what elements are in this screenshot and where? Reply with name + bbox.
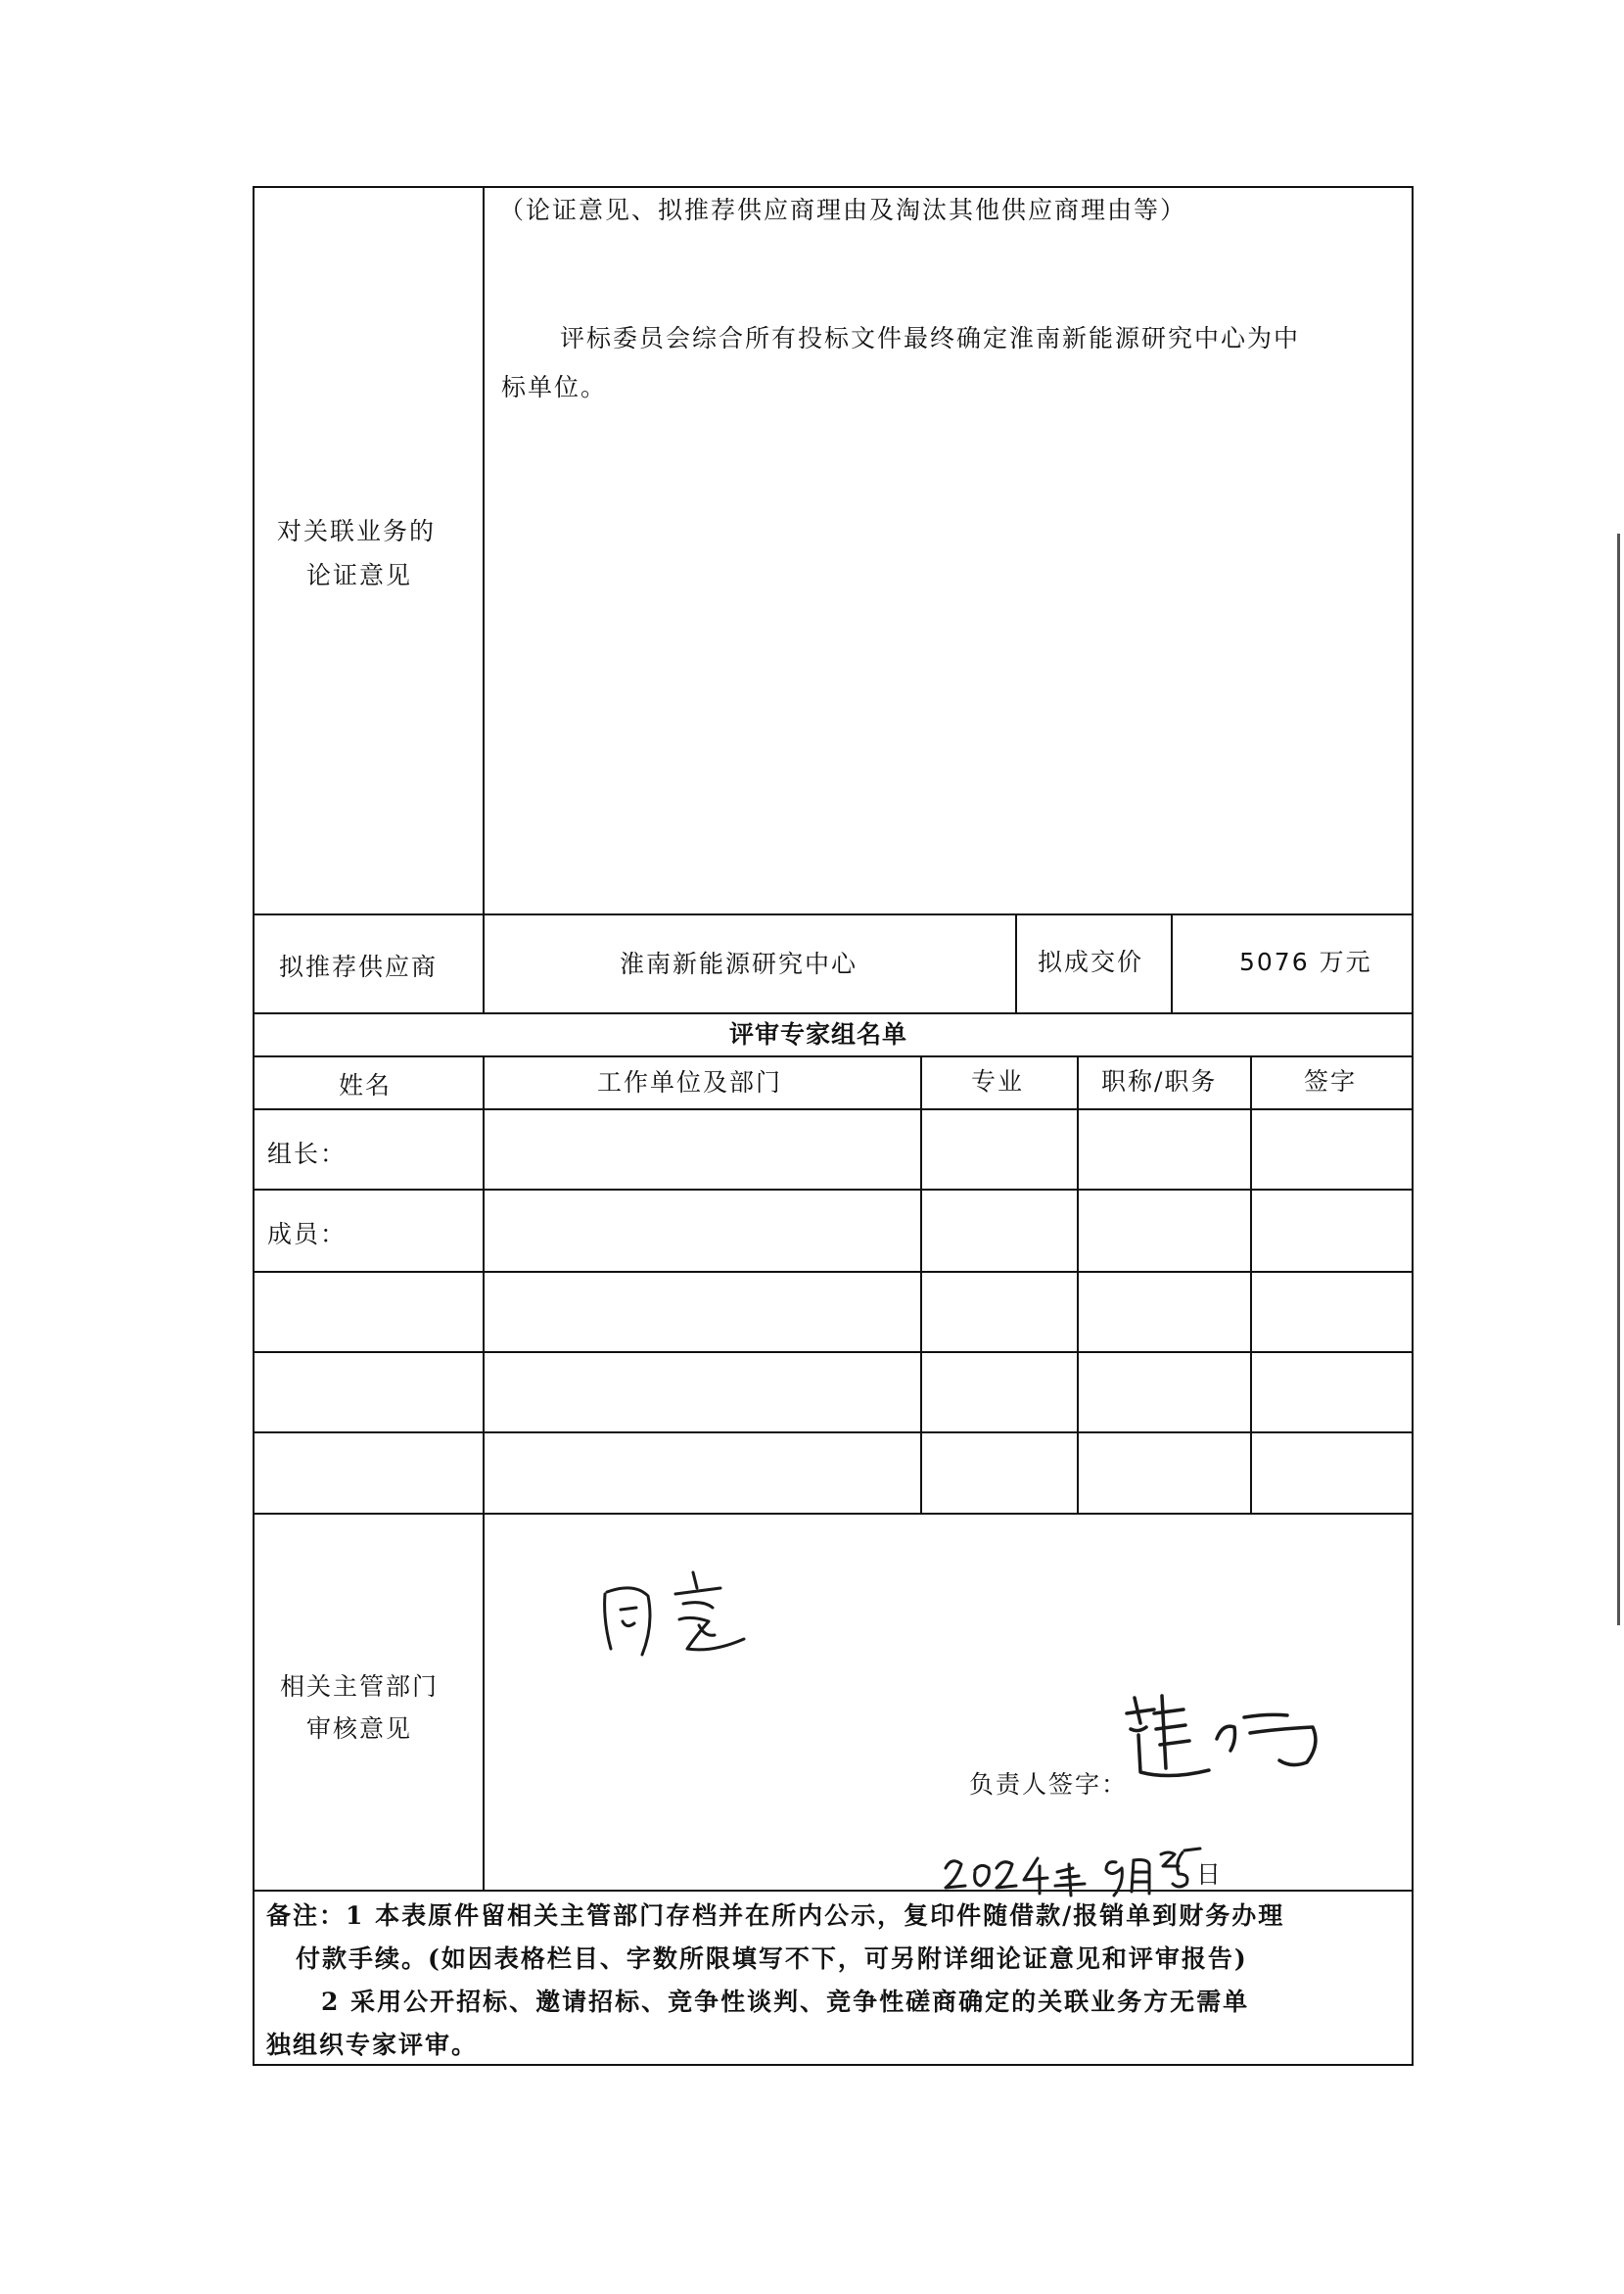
note-line4: 独组织专家评审。 <box>266 2031 479 2059</box>
row-divider <box>253 1108 1414 1110</box>
opinion-hint: （论证意见、拟推荐供应商理由及淘汰其他供应商理由等） <box>499 196 1187 224</box>
signer-label: 负责人签字： <box>969 1770 1129 1799</box>
row-divider <box>253 1513 1414 1515</box>
row-divider <box>253 1055 1414 1057</box>
row-divider <box>253 1351 1414 1353</box>
price-value: 5076 万元 <box>1239 948 1372 976</box>
expert-row-role: 成员： <box>267 1220 348 1248</box>
opinion-content-line2: 标单位。 <box>501 373 608 401</box>
note-line2: 付款手续。(如因表格栏目、字数所限填写不下，可另附详细论证意见和评审报告) <box>296 1944 1248 1973</box>
expert-panel-title: 评审专家组名单 <box>729 1020 908 1049</box>
row-divider <box>253 1189 1414 1191</box>
note-line3: 2 采用公开招标、邀请招标、竞争性谈判、竞争性磋商确定的关联业务方无需单 <box>321 1988 1250 2016</box>
handwritten-opinion-signature <box>597 1567 764 1660</box>
opinion-label-line1: 对关联业务的 <box>277 517 437 545</box>
row-divider <box>253 913 1414 915</box>
column-header-major: 专业 <box>971 1067 1025 1096</box>
column-header-unit: 工作单位及部门 <box>597 1068 783 1097</box>
price-label: 拟成交价 <box>1038 948 1144 976</box>
row-divider <box>253 1012 1414 1014</box>
recommend-label: 拟推荐供应商 <box>279 953 439 981</box>
row-divider <box>253 1431 1414 1433</box>
column-divider <box>483 1055 485 1514</box>
recommend-supplier: 淮南新能源研究中心 <box>620 950 858 978</box>
scan-edge-mark <box>1617 534 1620 1625</box>
column-divider <box>1015 913 1017 1013</box>
column-header-title: 职称/职务 <box>1101 1067 1218 1096</box>
review-label-line1: 相关主管部门 <box>280 1672 440 1701</box>
date-day-suffix: 日 <box>1196 1860 1224 1889</box>
opinion-label-line2: 论证意见 <box>306 561 413 589</box>
handwritten-date <box>940 1841 1214 1899</box>
column-divider <box>483 186 485 1013</box>
handwritten-responsible-signature <box>1121 1684 1341 1792</box>
column-divider <box>920 1055 922 1514</box>
column-divider <box>483 1513 485 1891</box>
review-label-line2: 审核意见 <box>306 1714 413 1743</box>
opinion-content-line1: 评标委员会综合所有投标文件最终确定淮南新能源研究中心为中 <box>560 324 1301 352</box>
row-divider <box>253 1271 1414 1273</box>
column-divider <box>1077 1055 1079 1514</box>
note-line1: 备注：1 本表原件留相关主管部门存档并在所内公示，复印件随借款/报销单到财务办理 <box>266 1901 1285 1930</box>
column-header-signature: 签字 <box>1304 1067 1358 1096</box>
row-divider <box>253 1890 1414 1892</box>
column-divider <box>1171 913 1173 1013</box>
expert-row-role: 组长： <box>267 1140 348 1168</box>
column-divider <box>1250 1055 1252 1514</box>
column-header-name: 姓名 <box>339 1071 393 1100</box>
